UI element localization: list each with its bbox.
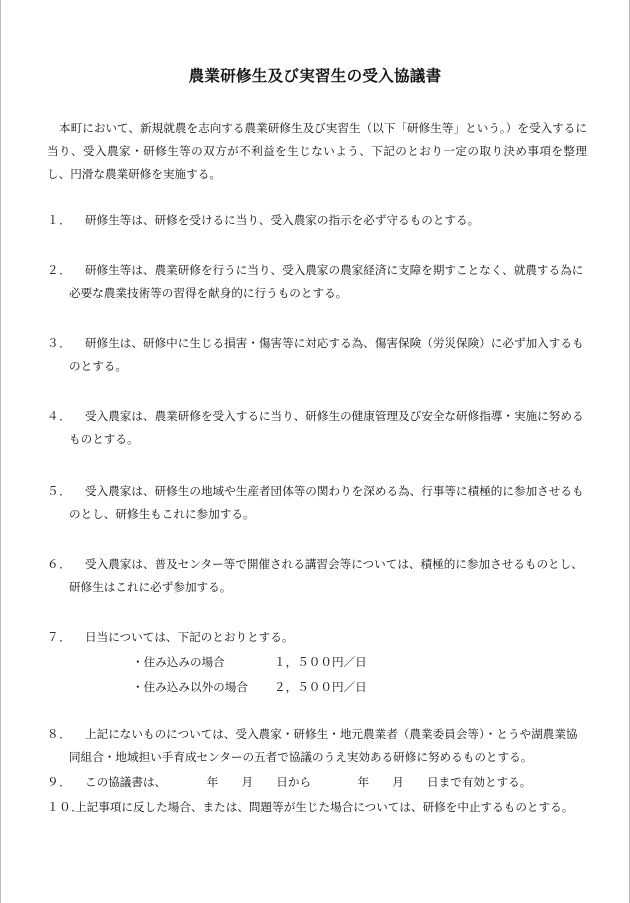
clause-number: ２． <box>47 263 72 277</box>
clause-text: 研修生等は、農業研修を行うに当り、受入農家の農家経済に支障を期すことなく、就農する為に必要な農業技術等の習得を献身的に行うものとする。 <box>69 263 584 300</box>
clause-3 <box>47 332 589 378</box>
clause-9 <box>47 771 589 794</box>
rate-label: ・住み込み以外の場合 <box>132 680 248 694</box>
clause-7 <box>47 626 589 649</box>
clause-10 <box>47 796 607 819</box>
rate-row-commute <box>132 677 367 697</box>
rate-value: ２，５００円／日 <box>274 680 367 694</box>
clause-number: １． <box>47 213 72 227</box>
clause-6 <box>47 553 589 599</box>
rate-row-live-in <box>132 652 367 672</box>
clause-number: ７． <box>47 630 72 644</box>
clause-number: ５． <box>47 484 72 498</box>
clause-text: 研修生は、研修中に生じる損害・傷害等に対応する為、傷害保険（労災保険）に必ず加入するものとする。 <box>69 336 584 373</box>
clause-number: ６． <box>47 557 72 571</box>
clause-text: 上記事項に反した場合、または、問題等が生じた場合については、研修を中止するものとする。 <box>75 800 574 814</box>
clause-4 <box>47 405 589 451</box>
clause-text: 研修生等は、研修を受けるに当り、受入農家の指示を必ず守るものとする。 <box>85 213 480 227</box>
clause-8 <box>47 723 589 769</box>
document-title: 農業研修生及び実習生の受入協議書 <box>188 67 442 85</box>
clause-text: 受入農家は、研修生の地域や生産者団体等の関わりを深める為、行事等に積極的に参加させるものとし、研修生もこれに参加する。 <box>69 484 584 521</box>
clause-number: ４． <box>47 409 72 423</box>
clause-text: この協議書は、 年 月 日から 年 月 日まで有効とする。 <box>85 775 532 789</box>
clause-number: ８． <box>47 727 72 741</box>
clause-1 <box>47 209 589 232</box>
clause-number: ９． <box>47 775 72 789</box>
rate-value: １，５００円／日 <box>274 655 367 669</box>
clause-text: 受入農家は、農業研修を受入するに当り、研修生の健康管理及び安全な研修指導・実施に努めるものとする。 <box>69 409 584 446</box>
clause-2 <box>47 259 589 305</box>
clause-text: 日当については、下記のとおりとする。 <box>85 630 294 644</box>
clause-text: 受入農家は、普及センター等で開催される講習会等については、積極的に参加させるものとし、研修生はこれに必ず参加する。 <box>69 557 583 594</box>
clause-number: ３． <box>47 336 72 350</box>
rate-label: ・住み込みの場合 <box>132 655 225 669</box>
intro-paragraph: 本町において、新規就農を志向する農業研修生及び実習生（以下「研修生等」という。）を受入するに当り、受入農家・研修生等の双方が不利益を生じないよう、下記のとおり一定の取り決め事項を整理し、円滑な農業研修を実施する。 <box>47 121 587 181</box>
clause-text: 上記にないものについては、受入農家・研修生・地元農業者（農業委員会等）・とうや湖農業協同組合・地域担い手育成センターの五者で協議のうえ実効ある研修に努めるものとする。 <box>69 727 578 764</box>
clause-5 <box>47 480 589 526</box>
clause-number: １０． <box>47 800 84 814</box>
